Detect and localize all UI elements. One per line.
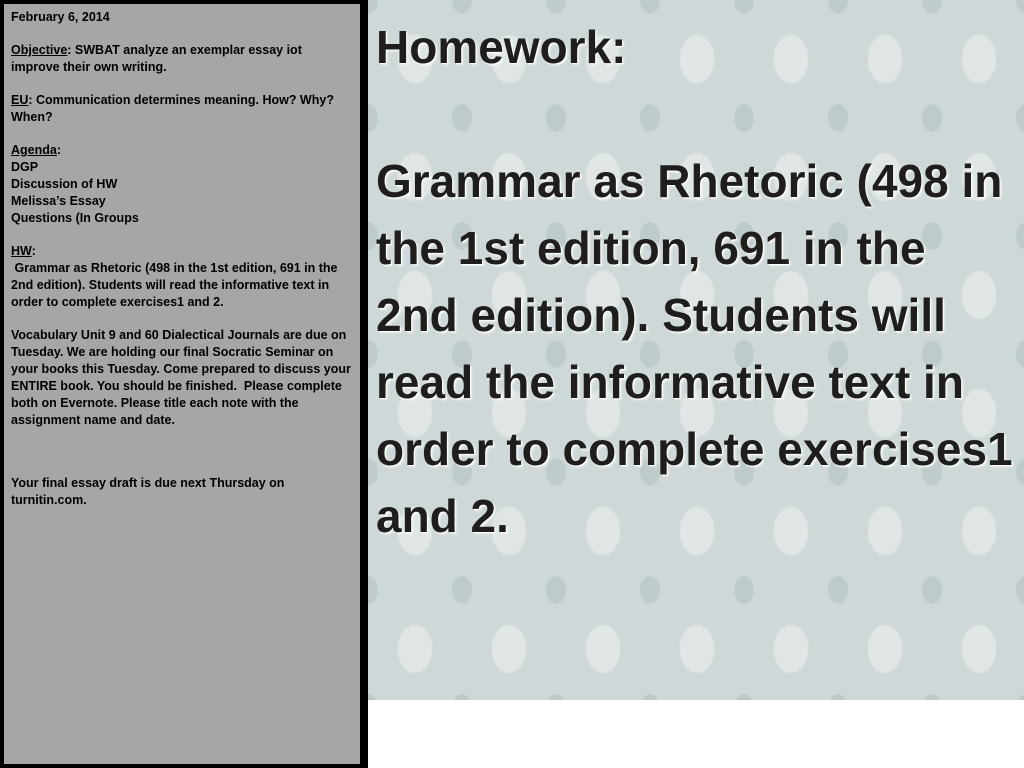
- agenda-colon: :: [56, 143, 62, 157]
- objective-paragraph: [11, 42, 353, 76]
- slide-heading: Homework:: [376, 21, 627, 73]
- eu-label: EU: [11, 93, 29, 107]
- left-notes-panel: [4, 4, 360, 764]
- bottom-margin: [368, 700, 1024, 768]
- objective-label: Objective: [11, 43, 68, 57]
- hw-text: Grammar as Rhetoric (498 in the 1st edition, 691 in the 2nd edition). Students will read the informative text in order to complete exercises1 and 2.: [11, 261, 341, 309]
- homework-slide: [368, 0, 1024, 700]
- agenda-item: Questions (In Groups: [11, 211, 139, 225]
- eu-paragraph: [11, 92, 353, 126]
- agenda-item: DGP: [11, 160, 39, 174]
- hw-label: HW: [11, 244, 32, 258]
- hw-colon: :: [31, 244, 36, 258]
- essay-paragraph: Your final essay draft is due next Thursday on turnitin.com.: [11, 476, 285, 507]
- hw-heading: [11, 243, 353, 260]
- slide-text: [376, 14, 1016, 550]
- agenda-item: Discussion of HW: [11, 177, 118, 191]
- vocab-paragraph: Vocabulary Unit 9 and 60 Dialectical Journals are due on Tuesday. We are holding our final Socratic Seminar on your books this Tuesday. Come prepared to discuss your ENTIRE book. You should be finished. Please complete both on Evernote. Please title each note with the assignment name and date.: [11, 328, 355, 427]
- left-panel-frame: [0, 0, 368, 768]
- agenda-label: Agenda: [11, 143, 57, 157]
- date-line: February 6, 2014: [11, 10, 110, 24]
- objective-text: : SWBAT analyze an exemplar essay iot improve their own writing.: [11, 43, 302, 74]
- slide-body: Grammar as Rhetoric (498 in the 1st edition, 691 in the 2nd edition). Students will read the informative text in order to complete exercises1 and 2.: [376, 155, 1013, 542]
- agenda-heading: [11, 142, 353, 159]
- agenda-item: Melissa’s Essay: [11, 194, 106, 208]
- eu-text: : Communication determines meaning. How? Why? When?: [11, 93, 334, 124]
